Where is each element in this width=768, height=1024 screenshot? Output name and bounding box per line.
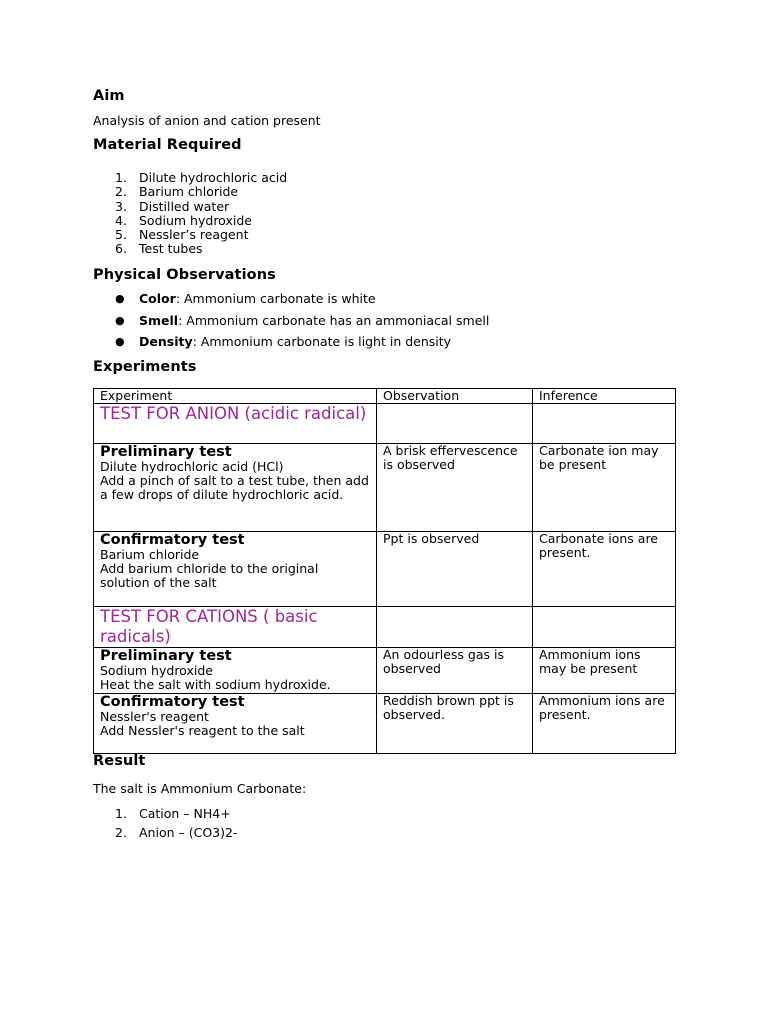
- cation-prelim-inference: Ammonium ions may be present: [533, 648, 676, 694]
- table-row: [94, 648, 676, 694]
- bullet-icon: ●: [115, 335, 125, 348]
- column-header-observation: Observation: [377, 389, 533, 404]
- physical-list: [93, 291, 489, 356]
- list-item: ● Smell: Ammonium carbonate has an ammoniacal smell: [115, 312, 490, 328]
- table-row: [94, 532, 676, 607]
- anion-prelim-inference: Carbonate ion may be present: [533, 444, 676, 532]
- cation-section-title: TEST FOR CATIONS ( basic radicals): [94, 607, 377, 648]
- physical-heading: Physical Observations: [93, 267, 276, 283]
- materials-heading: Material Required: [93, 137, 242, 153]
- result-list: [93, 804, 237, 842]
- list-item: 5. Nessler’s reagent: [115, 227, 249, 243]
- table-row: [94, 404, 676, 444]
- list-item: 2. Anion – (CO3)2-: [115, 825, 238, 840]
- anion-confirm-cell: Confirmatory test Barium chloride Add barium chloride to the original solution of the salt: [94, 532, 377, 607]
- table-row: [94, 444, 676, 532]
- list-item: ● Density: Ammonium carbonate is light in density: [115, 334, 452, 349]
- anion-confirm-inference: Carbonate ions are present.: [533, 532, 676, 607]
- column-header-experiment: Experiment: [94, 389, 377, 404]
- list-item: 1. Dilute hydrochloric acid: [115, 170, 288, 185]
- list-item: 4. Sodium hydroxide: [115, 212, 252, 228]
- cation-confirm-observation: Reddish brown ppt is observed.: [377, 694, 533, 754]
- table-header-row: [94, 389, 676, 404]
- column-header-inference: Inference: [533, 389, 676, 404]
- result-heading: Result: [93, 753, 146, 769]
- anion-section-title: TEST FOR ANION (acidic radical): [94, 404, 377, 444]
- cation-prelim-observation: An odourless gas is observed: [377, 648, 533, 694]
- table-row: [94, 607, 676, 648]
- cation-confirm-cell: Confirmatory test Nessler's reagent Add Nessler's reagent to the salt: [94, 694, 377, 754]
- experiments-heading: Experiments: [93, 359, 197, 375]
- cation-prelim-cell: Preliminary test Sodium hydroxide Heat the salt with sodium hydroxide.: [94, 648, 377, 694]
- aim-text: Analysis of anion and cation present: [93, 113, 321, 128]
- list-item: 2. Barium chloride: [115, 184, 239, 200]
- list-item: 3. Distilled water: [115, 198, 230, 214]
- list-item: 1. Cation – NH4+: [115, 806, 231, 821]
- bullet-icon: ●: [115, 313, 125, 327]
- experiments-table: [93, 388, 676, 754]
- table-row: [94, 694, 676, 754]
- result-text: The salt is Ammonium Carbonate:: [93, 781, 307, 796]
- anion-prelim-observation: A brisk effervescence is observed: [377, 444, 533, 532]
- materials-list: [93, 171, 287, 257]
- aim-heading: Aim: [93, 88, 125, 104]
- list-item: ● Color: Ammonium carbonate is white: [115, 291, 376, 306]
- list-item: 6. Test tubes: [115, 241, 203, 257]
- anion-prelim-cell: Preliminary test Dilute hydrochloric acid (HCl) Add a pinch of salt to a test tube, then add a few drops of dilute hydrochloric acid.: [94, 444, 377, 532]
- anion-confirm-observation: Ppt is observed: [377, 532, 533, 607]
- cation-confirm-inference: Ammonium ions are present.: [533, 694, 676, 754]
- bullet-icon: ●: [115, 292, 125, 305]
